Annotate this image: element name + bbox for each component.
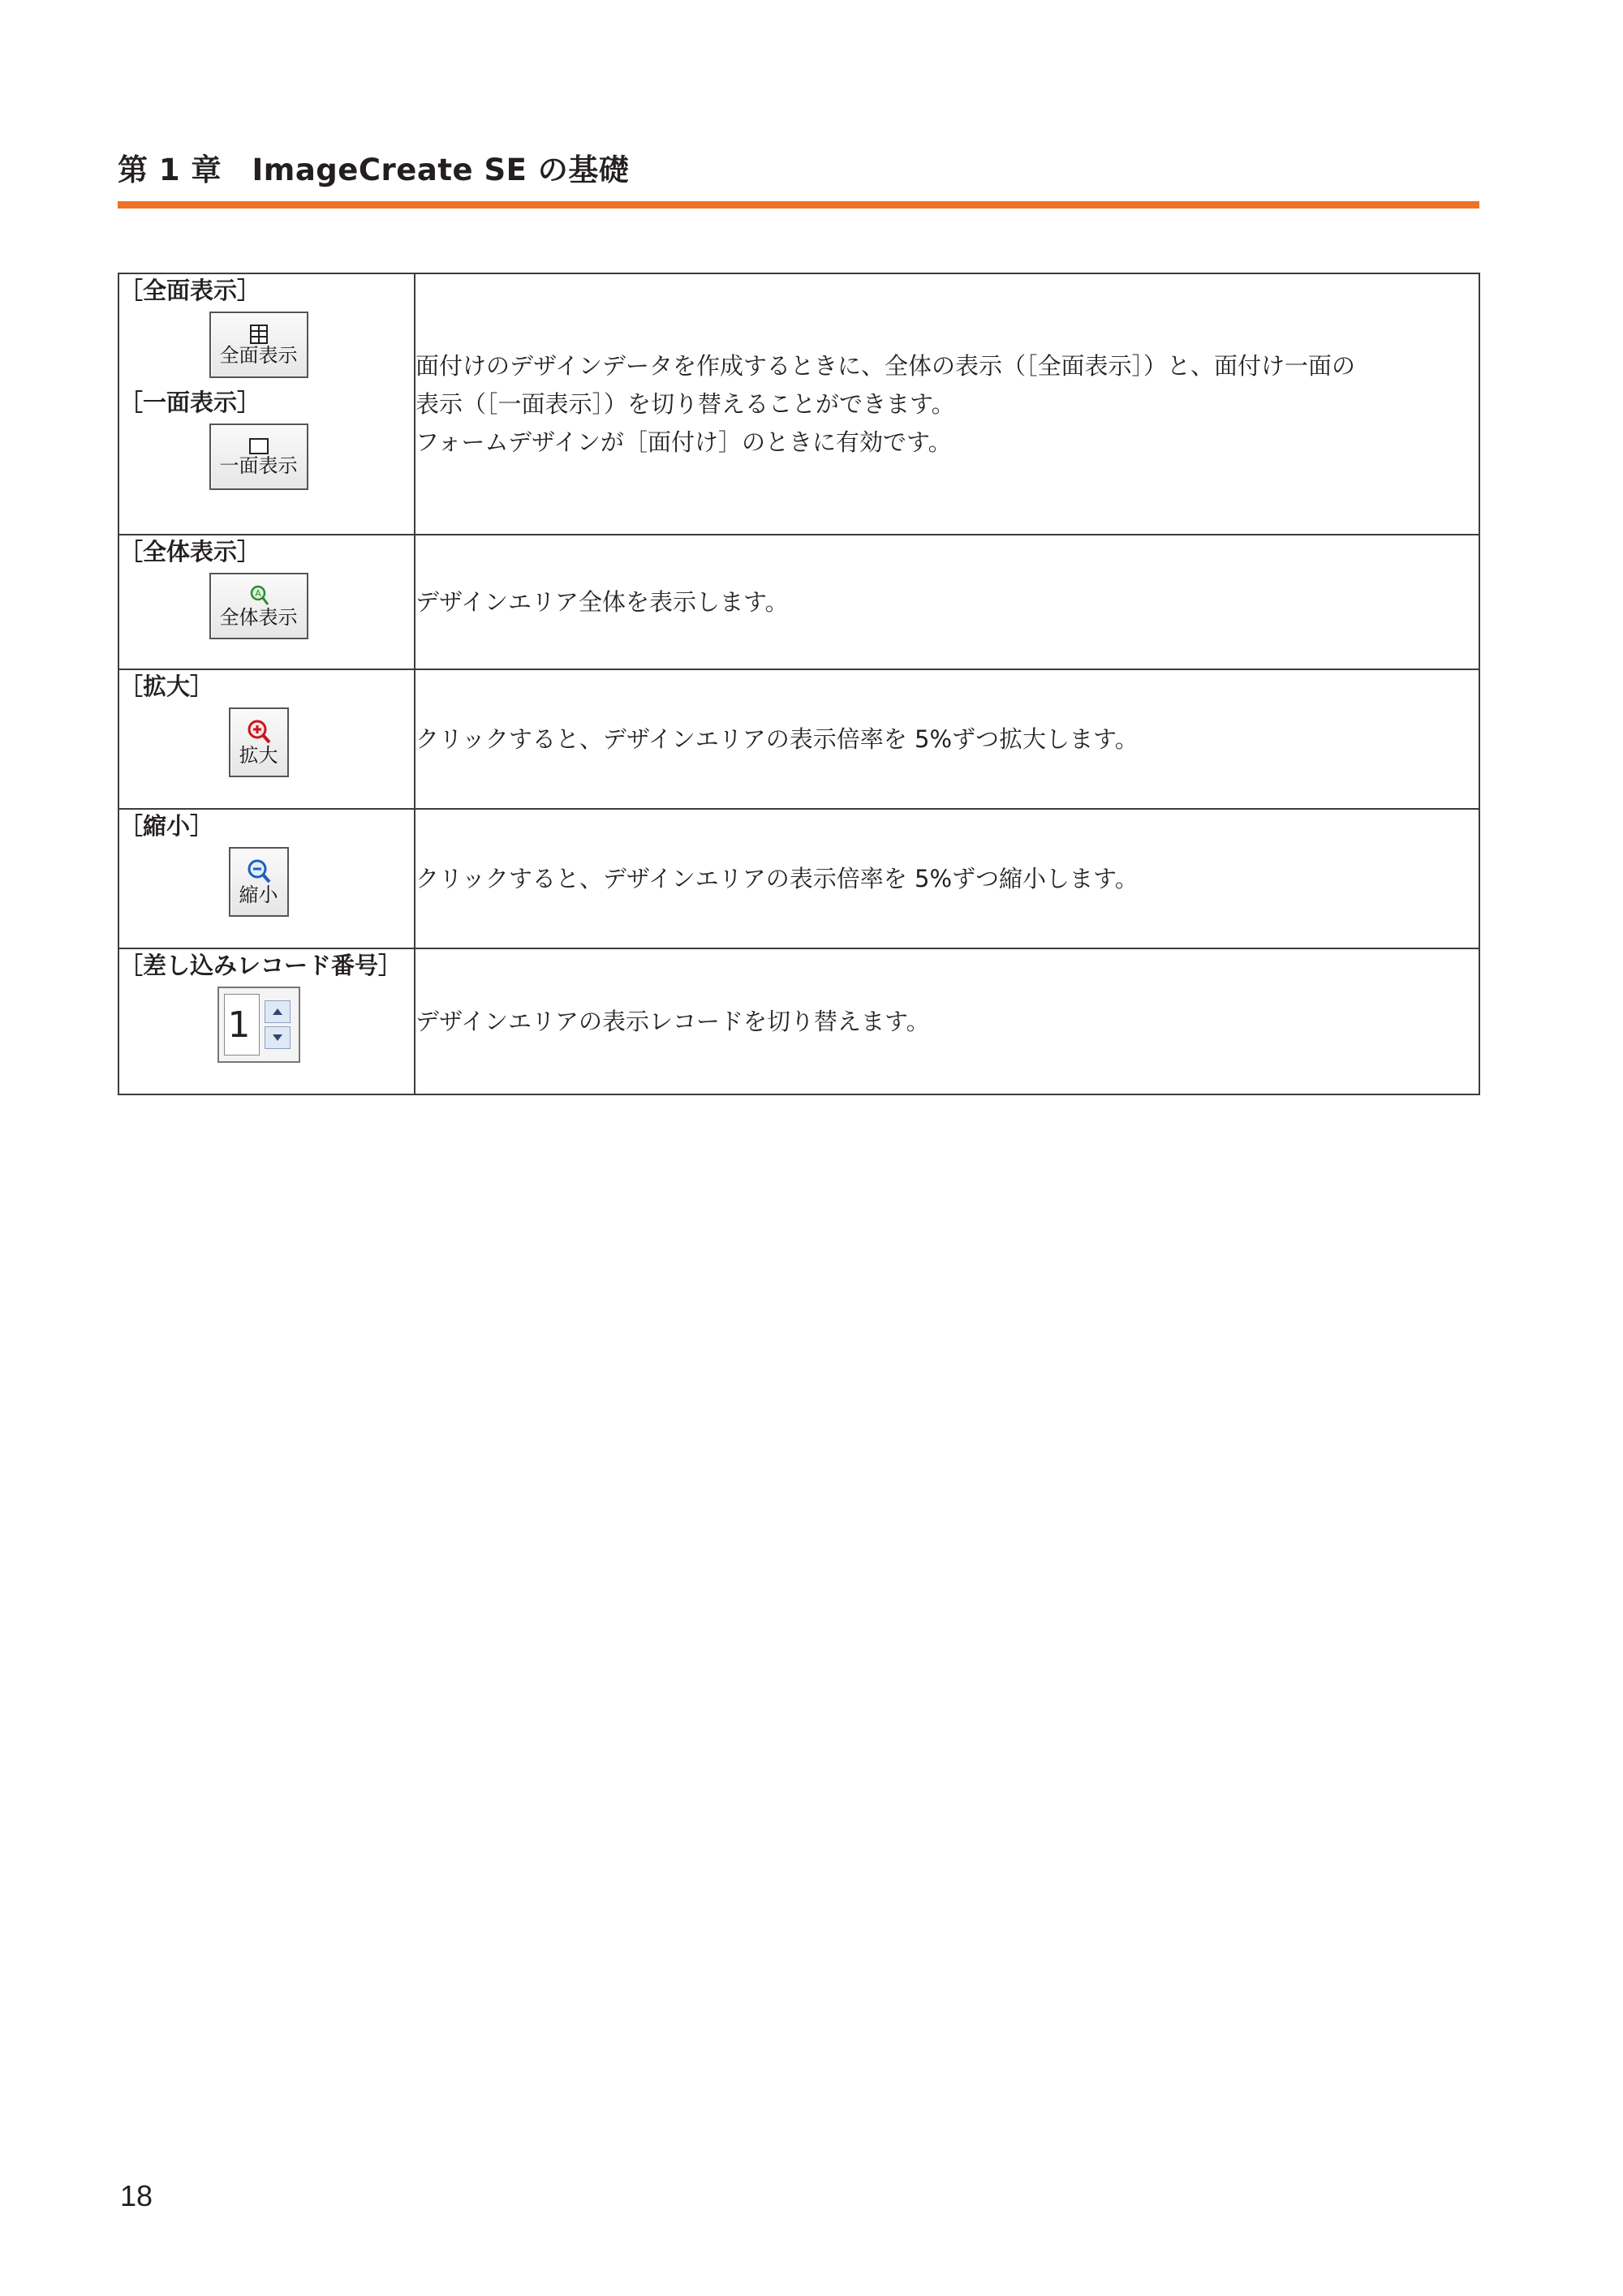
feature-label-zoom-in: ［拡大］ (119, 673, 214, 700)
single-view-button[interactable] (209, 424, 308, 490)
description-line: デザインエリア全体を表示します。 (415, 587, 789, 616)
feature-description (415, 583, 1479, 621)
description-cell (415, 948, 1479, 1094)
record-number-stepper (217, 987, 300, 1063)
table-row (118, 273, 1479, 535)
fit-view-button[interactable] (209, 573, 308, 639)
table-row (118, 809, 1479, 948)
square-icon (248, 437, 269, 455)
full-view-button-label: 全面表示 (219, 344, 298, 367)
feature-label-fit-view: ［全体表示］ (119, 538, 261, 565)
feature-label-full-view: ［全面表示］ (119, 277, 261, 304)
feature-cell (118, 948, 415, 1094)
zoom-out-button-label: 縮小 (239, 884, 278, 906)
chapter-title-rule (118, 201, 1479, 209)
zoom-in-icon (246, 719, 272, 745)
single-view-button-label: 一面表示 (219, 454, 298, 477)
feature-description (415, 1003, 1479, 1041)
description-cell (415, 669, 1479, 809)
svg-text:A: A (254, 588, 261, 599)
feature-cell (118, 809, 415, 948)
zoom-in-button[interactable] (229, 707, 289, 777)
stepper-down-button[interactable] (265, 1026, 291, 1049)
description-cell (415, 535, 1479, 669)
feature-description (415, 347, 1479, 462)
description-line: クリックすると、デザインエリアの表示倍率を 5%ずつ縮小します。 (415, 864, 1139, 892)
description-line: クリックすると、デザインエリアの表示倍率を 5%ずつ拡大します。 (415, 724, 1139, 753)
full-view-button[interactable] (209, 312, 308, 378)
zoom-in-button-label: 拡大 (239, 744, 278, 767)
page-number: 18 (120, 2179, 153, 2212)
zoom-out-icon (246, 858, 272, 884)
feature-cell (118, 669, 415, 809)
feature-label-single-view: ［一面表示］ (119, 389, 261, 416)
zoom-fit-icon (248, 584, 269, 607)
description-cell (415, 809, 1479, 948)
grid-icon (249, 324, 269, 345)
feature-cell (118, 273, 415, 535)
table-row (118, 948, 1479, 1094)
arrow-up-icon (273, 1008, 282, 1015)
description-line: 面付けのデザインデータを作成するときに、全体の表示（［全面表示］）と、面付け一面の (415, 351, 1355, 380)
chapter-title: 第 1 章 ImageCreate SE の基礎 (118, 153, 630, 187)
zoom-out-button[interactable] (229, 847, 289, 917)
description-line: 表示（［一面表示］）を切り替えることができます。 (415, 389, 955, 418)
feature-label-record-number: ［差し込みレコード番号］ (119, 952, 403, 979)
record-number-field[interactable]: 1 (224, 994, 260, 1056)
table-row (118, 669, 1479, 809)
stepper-up-button[interactable] (265, 1000, 291, 1023)
description-line: デザインエリアの表示レコードを切り替えます。 (415, 1007, 930, 1035)
description-line: フォームデザインが［面付け］のときに有効です。 (415, 428, 952, 456)
feature-description (415, 720, 1479, 759)
chapter-header (118, 148, 1479, 209)
feature-description (415, 860, 1479, 898)
description-cell (415, 273, 1479, 535)
feature-cell (118, 535, 415, 669)
fit-view-button-label: 全体表示 (219, 606, 298, 629)
toolbar-feature-table (118, 273, 1480, 1095)
arrow-down-icon (273, 1034, 282, 1041)
table-row (118, 535, 1479, 669)
feature-label-zoom-out: ［縮小］ (119, 812, 214, 840)
